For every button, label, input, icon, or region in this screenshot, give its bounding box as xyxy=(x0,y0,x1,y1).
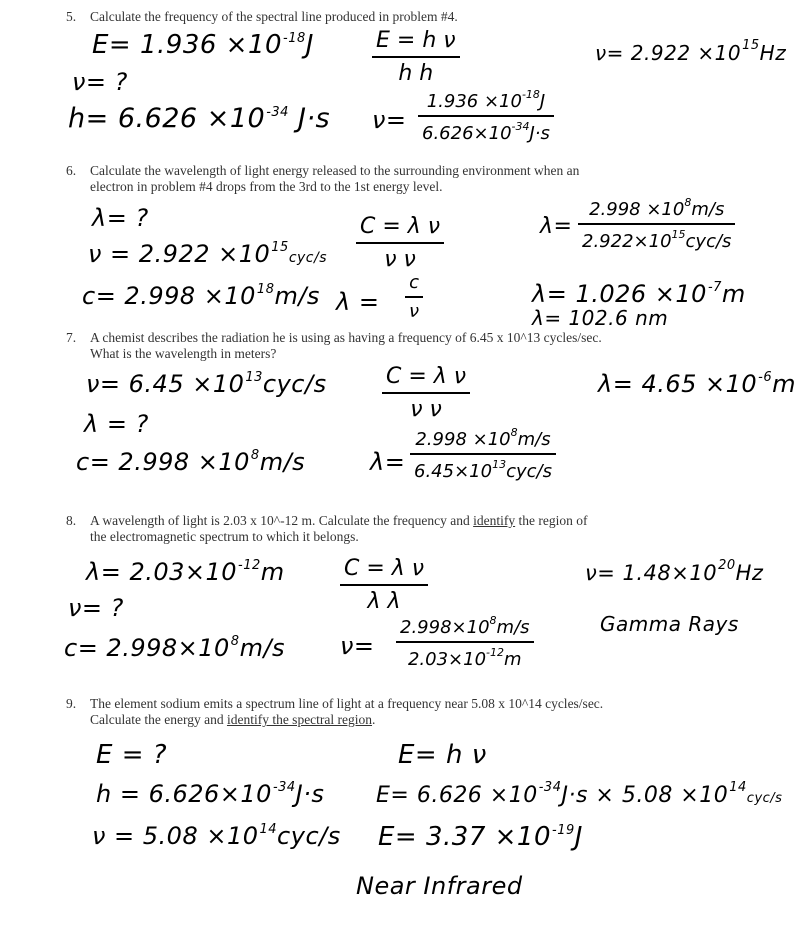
p8-answer: $\nu= 1.48\times 10^{20}Hz$ xyxy=(585,558,764,585)
p8-fraction: $\frac{2.998\times 10^8m/s}{2.03\times 10^{-12}m}$ xyxy=(396,614,534,670)
p6-answer-nm: λ= 102.6 nm xyxy=(532,306,669,330)
p6-lambda-equals: λ = xyxy=(336,288,380,316)
problem-8-text: 8. A wavelength of light is 2.03 x 10^-12 m. Calculate the frequency and identify the region of the electromagnetic spectrum to which it belongs. xyxy=(66,513,588,544)
p8-wavelength-given: $\lambda= 2.03\times 10^{-12}m$ xyxy=(86,558,285,586)
p6-wavelength-unknown: λ= ? xyxy=(92,204,149,232)
p6-frequency-given: $\nu = 2.922 \times 10^{15}cyc/s$ xyxy=(88,240,328,268)
p7-relation: $\frac{\text{C = λ ν}}{\text{ν ν}}$ xyxy=(382,364,470,422)
p8-region: Gamma Rays xyxy=(600,612,739,636)
p5-planck-constant: $h= 6.626 \times 10^{-34}$ J·s xyxy=(68,103,331,134)
p6-answer-meters: $\lambda= 1.026 \times 10^{-7}m$ xyxy=(532,280,746,308)
p7-fraction: $2.998 \times 10^8m/s$ $6.45\times 10^{13}cyc/s$ xyxy=(410,426,556,482)
problem-5-text: 5. Calculate the frequency of the spectral line produced in problem #4. xyxy=(66,9,458,24)
p9-planck-constant: $h = 6.626\times 10^{-34}J\cdot s$ xyxy=(96,780,325,808)
p7-lambda-equals: λ= xyxy=(370,448,406,476)
p8-frequency-unknown: ν= ? xyxy=(68,594,124,622)
p5-frequency-unknown: ν= ? xyxy=(72,68,128,96)
p7-wavelength-unknown: λ = ? xyxy=(84,410,149,438)
p8-speed-of-light: $c= 2.998\times 10^8m/s$ xyxy=(64,634,286,662)
p5-answer: $\nu= 2.922 \times 10^{15}Hz$ xyxy=(595,38,787,65)
problem-9-text: 9. The element sodium emits a spectrum line of light at a frequency near 5.08 x 10^14 cycles/sec. Calculate the energy and identify the spectral region. xyxy=(66,696,604,727)
p9-energy-unknown: E = ? xyxy=(96,740,168,770)
p6-speed-of-light: $c= 2.998 \times 10^{18}m/s$ xyxy=(82,282,320,310)
problem-6-text: 6. Calculate the wavelength of light energy released to the surrounding environment when an electron in problem #4 drops from the 3rd to the 1st energy level. xyxy=(66,163,580,194)
p5-relation: $\frac{\text{E = h ν}}{\text{h h}}$ xyxy=(372,28,460,86)
p9-substitution: $E= 6.626 \times 10^{-34}J\cdot s \times 5.08 \times 10^{14}cyc/s$ xyxy=(376,780,783,808)
problem-7-text: 7. A chemist describes the radiation he is using as having a frequency of 6.45 x 10^13 cycles/sec. What is the wavelength in meters? xyxy=(66,330,602,361)
p6-lambda-equals-2: λ= xyxy=(540,214,573,239)
p7-answer: $\lambda= 4.65 \times 10^{-6}m$ xyxy=(598,370,796,398)
p5-energy-given: $E= 1.936 \times 10^{-18}J$ xyxy=(92,30,314,60)
p7-speed-of-light: $c= 2.998 \times 10^8m/s$ xyxy=(76,448,306,476)
p9-relation: E= h ν xyxy=(398,740,487,770)
p8-relation: $\frac{\text{C = λ ν}}{\text{λ λ}}$ xyxy=(340,556,428,614)
p7-frequency-given: $\nu= 6.45 \times 10^{13}cyc/s$ xyxy=(86,370,327,398)
p5-nu-equals: ν= xyxy=(372,106,407,134)
p9-answer: $E= 3.37 \times 10^{-19}J$ xyxy=(378,822,583,852)
p9-region: Near Infrared xyxy=(356,872,523,900)
p8-nu-equals: ν= xyxy=(340,632,375,660)
p5-fraction: $\frac{1.936 \times 10^{-18}J}{6.626\times 10^{-34}J\cdot s}$ xyxy=(418,88,554,144)
p6-fraction: $2.998 \times 10^8m/s$ $2.922\times 10^{15}cyc/s$ xyxy=(578,196,735,252)
p9-frequency-given: $\nu = 5.08 \times 10^{14}cyc/s$ xyxy=(92,822,341,850)
p6-c-over-nu: $\frac{c}{\nu}$ xyxy=(405,272,423,322)
p6-relation: $\frac{\text{C = λ ν}}{\text{ν ν}}$ xyxy=(356,214,444,272)
